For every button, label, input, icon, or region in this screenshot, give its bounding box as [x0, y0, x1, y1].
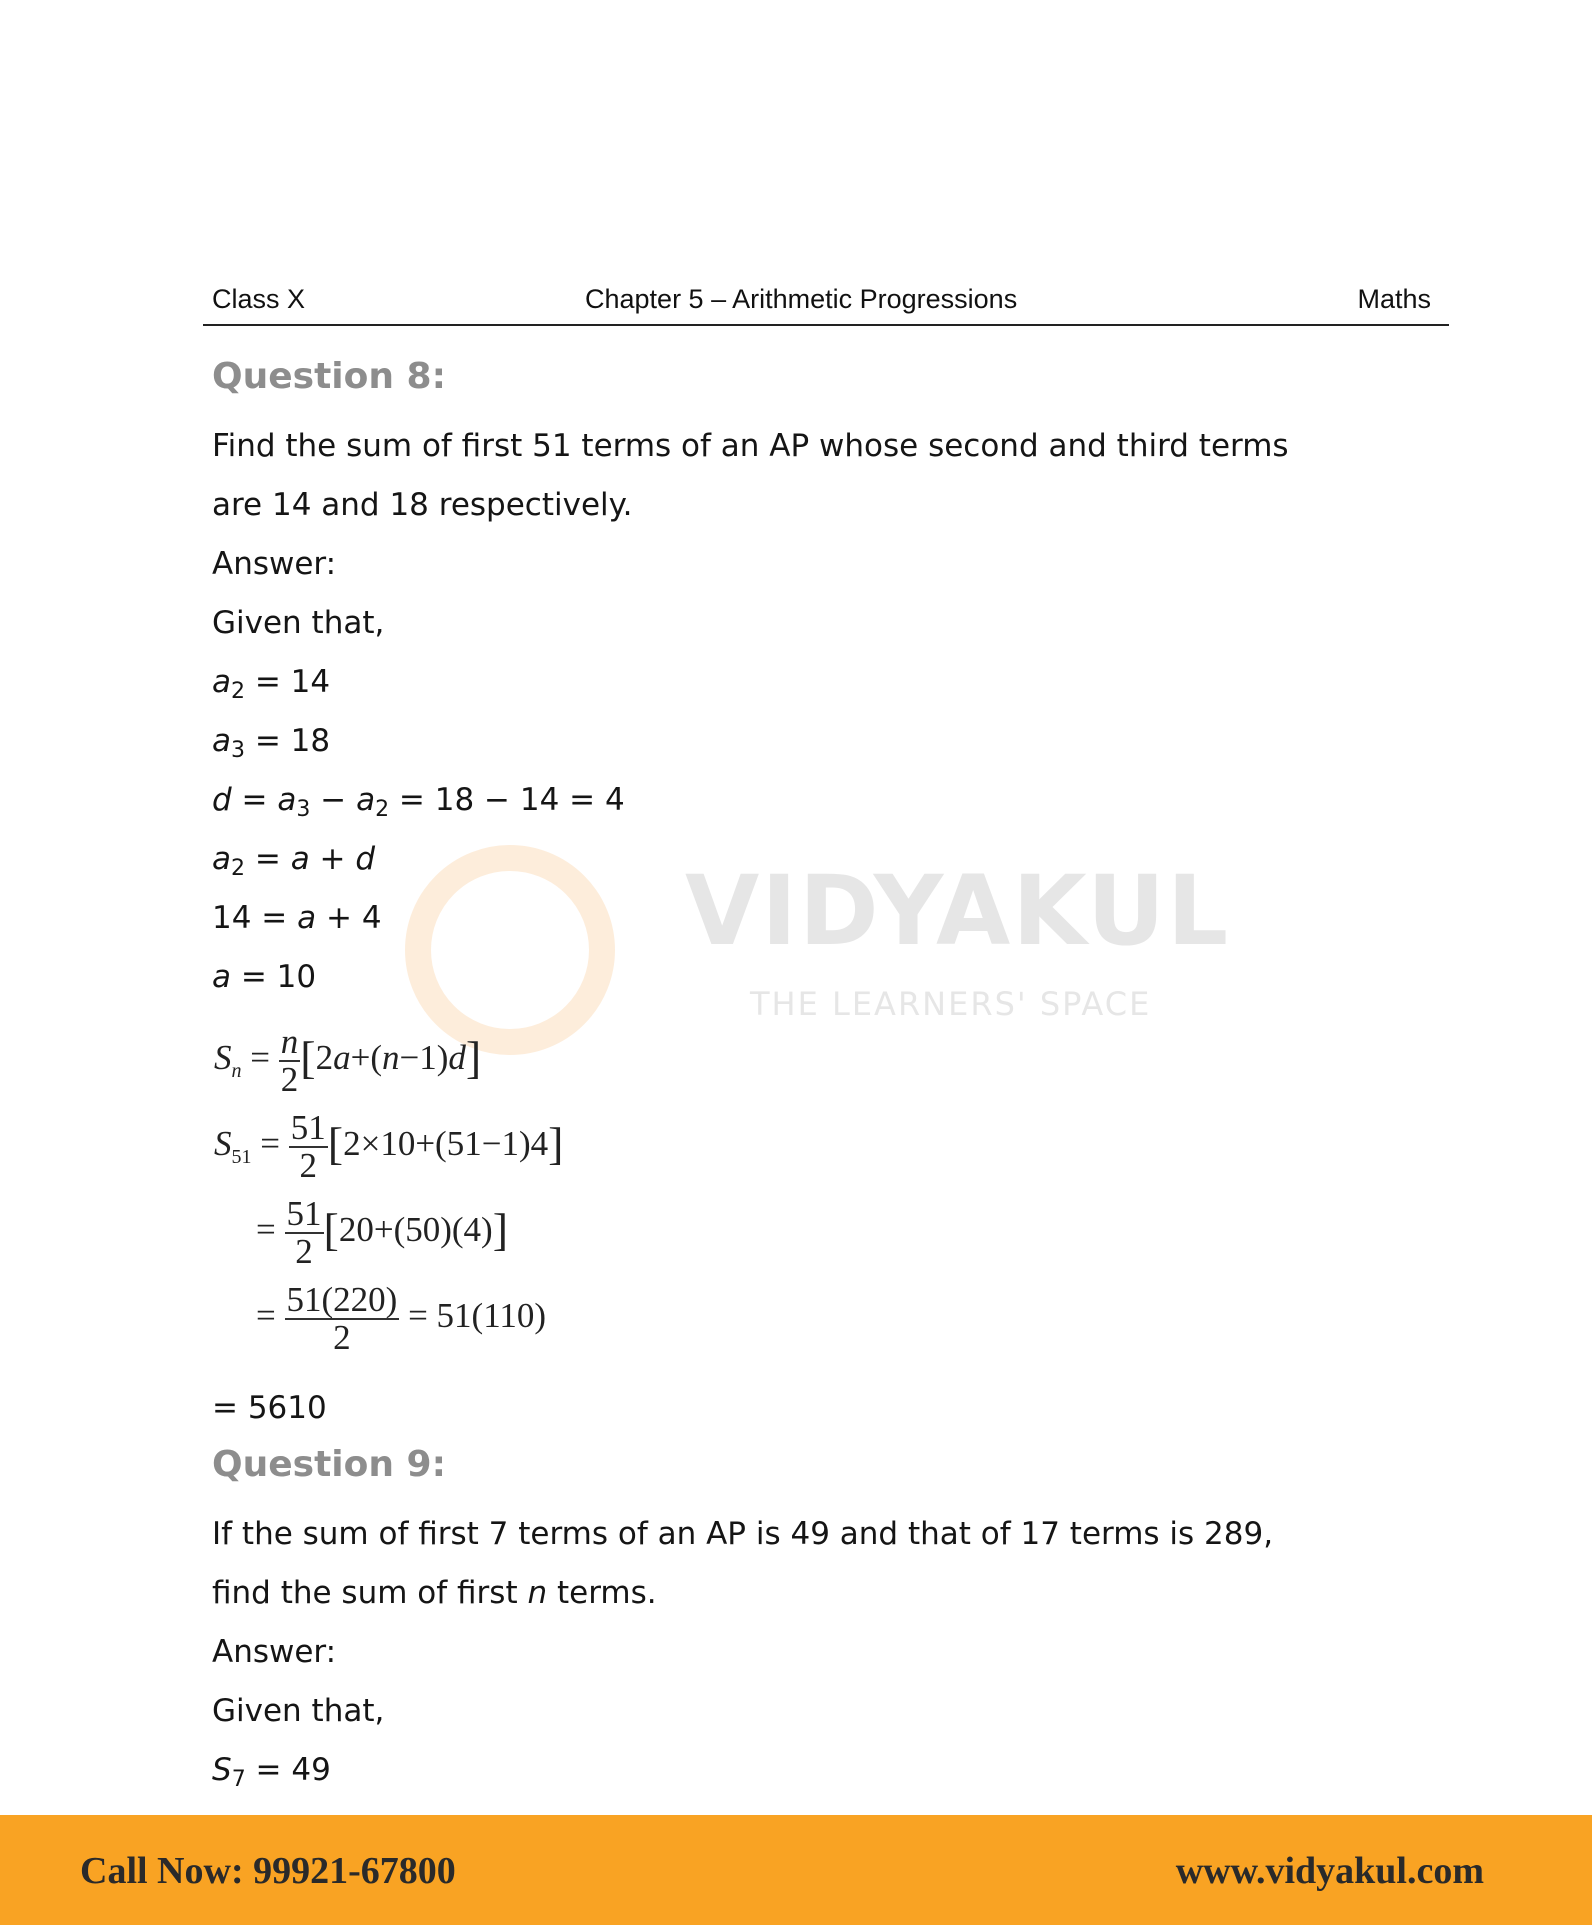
eq-14: 14 = a + 4: [212, 900, 382, 936]
question-8-given: Given that,: [212, 605, 385, 641]
eq-s7: $S_7 = 49$: [212, 1752, 331, 1792]
question-8-answer-label: Answer:: [212, 546, 337, 582]
formula-step-2: = $\frac{51}{2}$ [20+(50)(4)]: [256, 1194, 509, 1271]
eq-d: $d = a_3 - a_2 = 18 - 14 = 4$: [212, 782, 625, 822]
eq-a: a = 10: [212, 959, 317, 995]
footer-website-link[interactable]: www.vidyakul.com: [1175, 1850, 1484, 1892]
q9-text2-post: terms.: [547, 1575, 657, 1611]
question-8-result: = 5610: [212, 1390, 327, 1426]
watermark-tagline: THE LEARNERS' SPACE: [750, 985, 1152, 1023]
header-subject: Maths: [1357, 284, 1431, 314]
eq-a3: $a_3 = 18$: [212, 723, 331, 763]
q9-text2-var: n: [527, 1575, 548, 1611]
vidyakul-watermark: [395, 835, 1231, 1065]
header-class: Class X: [212, 284, 306, 314]
q9-text2-pre: find the sum of first: [212, 1575, 528, 1611]
footer-call-now[interactable]: Call Now: 99921-67800: [80, 1850, 456, 1892]
question-8-text-line-2: are 14 and 18 respectively.: [212, 487, 633, 523]
header-chapter: Chapter 5 – Arithmetic Progressions: [585, 284, 1018, 314]
question-8-heading: Question 8:: [212, 356, 446, 397]
question-9-text-line-1: If the sum of first 7 terms of an AP is 49 and that of 17 terms is 289,: [212, 1516, 1274, 1552]
question-9-text-line-2: [212, 1575, 657, 1611]
question-9-heading: Question 9:: [212, 1444, 446, 1485]
question-8-text-line-1: Find the sum of first 51 terms of an AP whose second and third terms: [212, 428, 1289, 464]
formula-s51: $S_{51}$ = $\frac{51}{2}$ [2×10+(51−1)4]: [214, 1108, 564, 1185]
page-header: [203, 276, 1449, 326]
eq-a2-formula: $a_2 = a + d$: [212, 841, 376, 881]
footer-bar: [0, 1815, 1592, 1925]
question-9-answer-label: Answer:: [212, 1634, 337, 1670]
formula-sn: $S_n$ = $\frac{n}{2}$ [2a+(n−1)d]: [214, 1022, 482, 1099]
eq-a2: $a_2 = 14$: [212, 664, 331, 704]
formula-step-3: = $\frac{51(220)}{2}$ = 51(110): [256, 1280, 547, 1357]
watermark-brand: VIDYAKUL: [685, 855, 1231, 967]
question-9-given: Given that,: [212, 1693, 385, 1729]
